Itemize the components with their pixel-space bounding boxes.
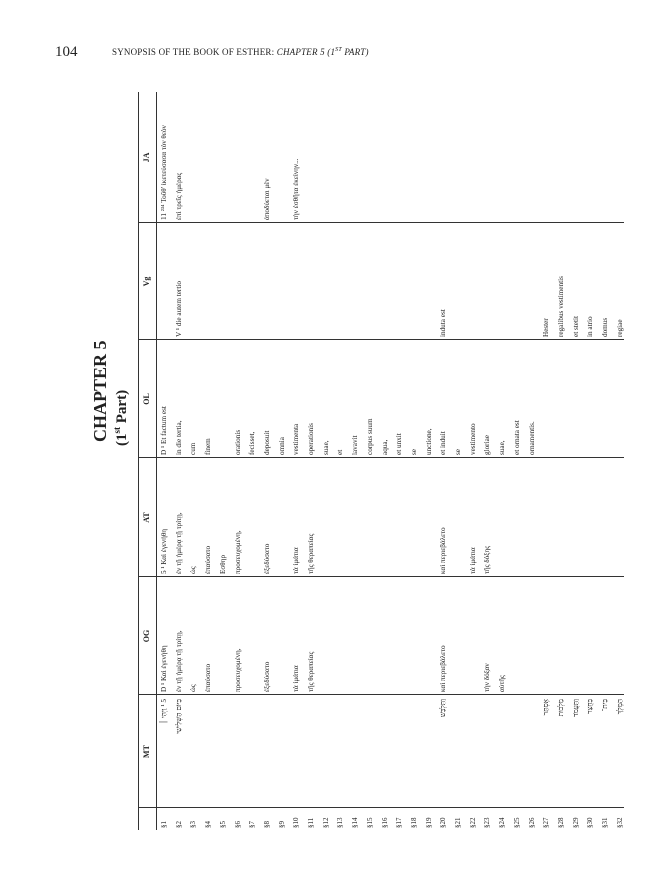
column-rule [138,457,624,458]
section-number: §24 [498,817,507,828]
ol-cell: deposuit [262,430,271,455]
section-number: §30 [586,817,595,828]
chapter-subtitle-end: Part) [114,389,130,427]
column-rule [138,694,624,695]
running-title-end: PART) [341,47,369,57]
ol-cell: suae, [498,440,507,455]
table-rule [138,92,139,830]
section-number: §18 [409,817,418,828]
page-number: 104 [55,44,78,60]
ol-cell: se [409,449,418,455]
mt-cell: בַּיּוֹם הַשְּׁלִישִׁי [174,699,183,734]
section-number: §19 [424,817,433,828]
at-cell: προσευχομένη, [233,530,242,574]
ja-cell: τὴν ἐσθῆτα ἐκείνην... [292,158,301,220]
og-cell: καὶ περιεβάλετο [439,645,448,692]
ol-cell: orationis [233,429,242,455]
vg-cell: in atrio [586,316,595,337]
og-cell: τῆς θεραπείας [307,651,315,692]
column-header-mt: MT [142,745,151,758]
section-number: §8 [262,821,271,828]
section-number: §21 [454,817,462,828]
vg-cell: regalibus vestimentis [556,276,565,337]
ol-cell: aqua, [380,439,389,455]
section-number: §10 [292,817,301,828]
og-cell: ἐξεδύσατο [262,661,271,692]
at-cell: τῆς θεραπείας [307,533,315,574]
chapter-title: CHAPTER 5 [90,340,110,442]
column-header-vg: Vg [142,276,151,287]
at-cell: Εσθηρ [218,554,227,574]
ol-cell: omnia [277,437,286,455]
ja-cell: 11 ²³⁴ Τοῦθ' ἱκετεύσασα τὸν θεὸν [160,125,168,220]
section-number: §7 [248,821,257,828]
section-number: §5 [218,821,227,828]
mt-cell: וַתַּעֲמֹד [571,699,580,718]
section-number: §14 [351,817,360,828]
ol-cell: et [336,449,345,455]
column-header-ja: JA [142,152,151,163]
synopsis-table [138,92,624,830]
ol-cell: ornamentis. [527,421,536,455]
section-number: §32 [615,817,624,828]
ol-cell: finem [204,438,213,455]
section-number: §2 [174,821,183,828]
ol-cell: se [454,449,462,455]
ol-cell: et ornata est [512,420,521,455]
at-cell: τῆς δόξης [483,545,492,574]
vg-cell: V ¹ die autem tertio [174,281,183,337]
vg-cell: et stetit [571,316,580,337]
synopsis-grid [138,92,624,830]
ja-cell: ἐπὶ τρεῖς ἡμέρας [174,172,183,220]
ol-cell: vestimenta [292,423,301,455]
og-cell: τὰ ἱμάτια [292,665,301,692]
column-header-og: OG [142,629,151,643]
section-number: §11 [307,817,315,828]
running-title [112,47,369,57]
at-cell: καὶ περιεβάλετο [439,527,448,574]
mt-cell: בֵּית־ [601,699,609,712]
running-title-text: SYNOPSIS OF THE BOOK OF ESTHER: [112,47,275,57]
vg-cell: regiae [615,319,624,337]
table-rule [156,92,157,830]
section-number: §4 [204,821,213,828]
section-number: §12 [321,817,330,828]
column-header-at: AT [142,512,151,523]
ol-cell: corpus suum [365,418,374,455]
section-number: §22 [468,817,477,828]
section-number: §23 [483,817,492,828]
section-number: §25 [512,817,521,828]
column-rule [138,576,624,577]
section-number: §20 [439,817,448,828]
mt-cell: אֶסְתֵּר [542,699,551,716]
section-number: §13 [336,817,345,828]
og-cell: ἐπαύσατο [204,663,213,692]
ol-cell: cum [189,442,198,455]
column-rule [138,339,624,340]
vg-cell: Hester [542,318,551,337]
at-cell: ὡς [189,566,198,574]
ja-cell: ἀποδύεται μὲν [262,178,271,220]
section-number: §15 [365,817,374,828]
mt-cell: בַּחֲצַר [586,699,595,715]
at-cell: τὰ ἱμάτια [468,547,477,574]
chapter-subtitle-start: (1 [114,433,130,446]
section-number: §17 [395,817,404,828]
vg-cell: induta est [439,309,448,337]
section-number: §29 [571,817,580,828]
ol-cell: fecisset, [248,431,257,455]
section-number: §6 [233,821,242,828]
mt-cell: מַלְכוּת [556,699,565,717]
section-number: §9 [277,821,286,828]
og-cell: προσευχομένη, [233,648,242,692]
section-number: §26 [527,817,536,828]
running-title-italic [277,47,369,57]
ol-cell: vestimento [468,423,477,455]
section-number: §27 [542,817,551,828]
ol-cell: operationis [307,423,315,455]
at-cell: ἐπαύσατο [204,545,213,574]
og-cell: αὐτῆς [498,675,507,692]
ol-cell: lavavit [351,435,360,455]
at-cell: ἐν τῇ ἡμέρᾳ τῇ τρίτῃ, [174,512,183,574]
section-number: §3 [189,821,198,828]
ol-cell: gloriae [483,435,492,455]
mt-cell: וַתִּלְבַּשׁ [439,699,448,718]
og-cell: ὡς [189,684,198,692]
column-header-ol: OL [142,393,151,405]
running-title-sup: ST [335,47,342,53]
at-cell: 5 ¹ Καὶ ἐγενήθη [160,528,168,574]
vg-cell: domus [601,317,609,337]
page-header [0,44,650,64]
mt-cell: הַמֶּלֶךְ [615,699,624,715]
section-number: §28 [556,817,565,828]
og-cell: ἐν τῇ ἡμέρᾳ τῇ τρίτῃ, [174,630,183,692]
at-cell: τὰ ἱμάτια [292,547,301,574]
og-cell: τὴν δόξαν [483,663,492,692]
chapter-subtitle-sup: st [112,427,122,434]
running-title-chapter: CHAPTER 5 (1 [276,47,336,57]
section-number: §16 [380,817,389,828]
chapter-subtitle [112,390,131,446]
ol-cell: et induit [439,431,448,455]
ol-cell: unctione, [424,428,433,455]
og-cell: D ¹ Καὶ ἐγενήθη [160,645,168,692]
at-cell: ἐξεδύσατο [262,543,271,574]
ol-cell: D ¹ Et factum est [160,406,168,455]
ol-cell: in die tertia, [174,420,183,455]
section-number: §1 [160,821,168,828]
section-number: §31 [601,817,609,828]
ol-cell: et unxit [395,433,404,455]
mt-cell: 5 ¹ וַיְהִי ׀ [160,699,168,724]
column-rule [138,222,624,223]
ol-cell: suae, [321,440,330,455]
